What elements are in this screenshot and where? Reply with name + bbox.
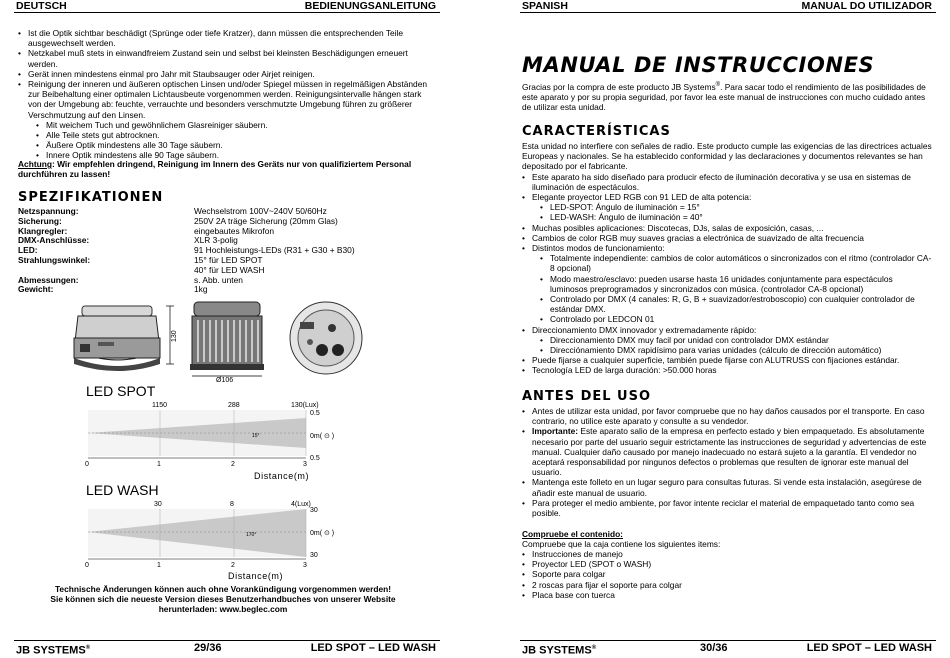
wash-tick-0: 0: [85, 562, 89, 569]
footer-brand: JB SYSTEMS®: [522, 644, 597, 657]
list-item: • Muchas posibles aplicaciones: Discotecas, DJs, salas de exposición, casas, ...: [522, 223, 932, 233]
list-item: • Äußere Optik mindestens alle 30 Tage säubern.: [18, 140, 428, 150]
maintenance-list: [18, 28, 428, 161]
spec-row: Abmessungen: s. Abb. unten: [18, 274, 243, 285]
wash-center: 0m( ⊙ ): [310, 530, 335, 537]
list-item: • Modo maestro/esclavo: pueden usarse hasta 16 unidades conjuntamente para espectáculos luminosos preprogramados y sincronizados con música. (controlador CA-8 opcional): [522, 274, 932, 294]
wash-tick-1: 1: [157, 562, 161, 569]
spot-xlabel: Distance(m): [254, 471, 310, 481]
list-item: • Placa base con tuerca: [522, 590, 932, 600]
spot-tick-3: 3: [303, 461, 307, 468]
header-manual-title: MANUAL DO UTILIZADOR: [801, 0, 932, 12]
page-header: [14, 0, 440, 13]
spot-tick-0: 0: [85, 461, 89, 468]
list-item: • Elegante proyector LED RGB con 91 LED de alta potencia:: [522, 192, 932, 202]
spot-width-bottom: 0.5: [310, 455, 320, 462]
spec-row: LED: 91 Hochleistungs-LEDs (R31 + G30 + B30): [18, 245, 355, 256]
wash-width-bottom: 30: [310, 552, 318, 559]
list-item: • Este aparato ha sido diseñado para producir efecto de iluminación decorativa y se usa en sistemas de iluminación de espectáculos.: [522, 172, 932, 192]
header-manual-title: BEDIENUNGSANLEITUNG: [304, 0, 436, 12]
list-item: • Para proteger el medio ambiente, por favor intente reciclar el material de empaquetado tanto como sea posible.: [522, 498, 932, 518]
list-item: • Mantenga este folleto en un lugar seguro para consultas futuras. Si vende esta instalación, asegúrese de añadir este manual de usuario.: [522, 477, 932, 497]
right-page: [518, 0, 950, 657]
wash-lux-2: 8: [230, 501, 234, 508]
contents-intro: Compruebe que la caja contiene los siguientes items:: [522, 539, 721, 549]
features-intro: Esta unidad no interfiere con señales de radio. Este producto cumple las exigencias de las directrices actuales Europeas y nacionales. Se ha establecido conformidad y las declaraciones y documentos relevantes se han depositado por el fabricante.: [522, 141, 932, 172]
page-footer: [520, 640, 936, 655]
list-item: • Controlado por LEDCON 01: [522, 314, 932, 324]
side-view-drawing: [74, 306, 174, 371]
wash-lux-3: 4(Lux): [291, 501, 311, 508]
spot-tick-2: 2: [231, 461, 235, 468]
list-item: • Controlado por DMX (4 canales: R, G, B + suavizador/estroboscopio) con cualquier controlador de estándar DMX.: [522, 294, 932, 314]
list-item: • Ist die Optik sichtbar beschädigt (Sprünge oder tiefe Kratzer), dann müssen die entsprechenden Teile ausgewechselt werden.: [18, 28, 428, 48]
list-item: • Innere Optik mindestens alle 90 Tage säubern.: [18, 150, 428, 160]
spot-angle-label: 15°: [252, 433, 260, 439]
footer-product: LED SPOT – LED WASH: [310, 642, 436, 654]
spec-row: Sicherung: 250V 2A träge Sicherung (20mm Glas): [18, 215, 338, 226]
features-heading: CARACTERÍSTICAS: [522, 124, 671, 139]
list-item: • Direccionamiento DMX muy facil por unidad con controlador DMX estándar: [522, 335, 932, 345]
footer-brand: JB SYSTEMS®: [16, 644, 91, 657]
list-item: • Soporte para colgar: [522, 569, 932, 579]
wash-tick-3: 3: [303, 562, 307, 569]
list-item: • Distintos modos de funcionamiento:: [522, 243, 932, 253]
front-view-drawing: [190, 302, 264, 376]
list-item: • Importante: Este aparato salio de la empresa en perfecto estado y bien empaquetado. Es absolutamente necesario por parte del usuario seguir estrictamente las instrucciones de seguridad y advertencias de este manual. Cualquier daño causado por manejo inadecuado no estará sujeto a la garantía. El vendedor no aceptará responsabilidad por ningunos defectos o problemas que resulten de ignorar este manual del usuario.: [522, 426, 932, 477]
header-language: SPANISH: [522, 0, 568, 12]
list-item: • Cambios de color RGB muy suaves gracias a electrónica de suavizado de alta frecuencia: [522, 233, 932, 243]
list-item: • Alle Teile stets gut abtrocknen.: [18, 130, 428, 140]
spot-lux-2: 288: [228, 402, 240, 409]
footer-page-number: 29/36: [194, 642, 222, 654]
spec-row: Gewicht: 1kg: [18, 284, 208, 295]
list-item: • 2 roscas para fijar el soporte para colgar: [522, 580, 932, 590]
warning-note: [18, 159, 428, 179]
list-item: • Antes de utilizar esta unidad, por favor compruebe que no hay daños causados por el transporte. En caso contrario, no utilice este aparato y consulte a su vendedor.: [522, 406, 932, 426]
notice-line: Sie können sich die neueste Version dieses Benutzerhandbuches von unserer Website: [50, 594, 396, 605]
before-use-heading: ANTES DEL USO: [522, 389, 652, 404]
wash-beam-diagram: [78, 497, 340, 583]
wash-diagram-title: LED WASH: [86, 482, 159, 498]
spot-lux-1: 1150: [152, 402, 168, 409]
wash-xlabel: Distance(m): [228, 571, 284, 581]
list-item: • Proyector LED (SPOT o WASH): [522, 559, 932, 569]
list-item: • Instrucciones de manejo: [522, 549, 932, 559]
height-dimension: 130: [171, 330, 178, 342]
intro-paragraph: Gracias por la compra de este producto JB Systems®. Para sacar todo el rendimiento de las posibilidades de este aparato y por su propia seguridad, por favor lea este manual de instrucciones con mucho cuidado antes de utilizar esta unidad.: [522, 81, 926, 113]
spot-lux-3: 130(Lux): [291, 402, 319, 409]
list-item: • Totalmente independiente: cambios de color automáticos o sincronizados con el ritmo (controlador CA-8 opcional): [522, 253, 932, 273]
list-item: • Tecnología LED de larga duración: >50.000 horas: [522, 365, 932, 375]
list-item: • Mit weichem Tuch und gewöhnlichem Glasreiniger säubern.: [18, 120, 428, 130]
header-language: DEUTSCH: [16, 0, 67, 12]
page-footer: [14, 640, 440, 655]
spec-row: Strahlungswinkel: 15° für LED SPOT: [18, 254, 263, 265]
list-item: • Netzkabel muß stets in einwandfreiem Zustand sein und selbst bei kleinsten Beschädigungen erneuert werden.: [18, 48, 428, 68]
spec-row: Netzspannung: Wechselstrom 100V~240V 50/60Hz: [18, 206, 327, 216]
spec-row: Klangregler: eingebautes Mikrofon: [18, 225, 275, 236]
list-item: • LED-SPOT: Ángulo de iluminación = 15°: [522, 202, 932, 212]
list-item: • Reinigung der inneren und äußeren optischen Linsen und/oder Spiegel müssen in regelmäßigen Abständen zur Beibehaltung einer optimalen Lichtausbeute vorgenommen werden. Reinigungsintervalle hängen stark von der Umgebung ab: feuchte, verrauchte und besonders verschmutzte Umgebung führen zu größerer Verschmutzung auf den Linsen.: [18, 79, 428, 120]
width-dimension: Ø106: [216, 377, 234, 384]
list-item: • Puede fijarse a cualquier superficie, también puede fijarse con ALUTRUSS con fijaciones estándar.: [522, 355, 932, 365]
wash-angle-label: 170°: [246, 532, 257, 538]
list-item: • Direcciónamiento DMX rapidísimo para varias unidades (cálculo de dirección automático): [522, 345, 932, 355]
features-section: [522, 141, 932, 376]
product-drawings: [70, 298, 380, 384]
wash-tick-2: 2: [231, 562, 235, 569]
notice-line: herunterladen: www.beglec.com: [158, 604, 288, 615]
spec-table: [18, 207, 428, 295]
spot-width-top: 0.5: [310, 410, 320, 417]
spec-row: DMX-Anschlüsse: XLR 3-polig: [18, 235, 238, 246]
spot-tick-1: 1: [157, 461, 161, 468]
notice-line: Technische Änderungen können auch ohne Vorankündigung vorgenommen werden!: [54, 584, 392, 594]
left-page: [0, 0, 440, 657]
spot-diagram-title: LED SPOT: [86, 383, 156, 399]
page-header: [520, 0, 936, 13]
list-item: • LED-WASH: Ángulo de iluminación = 40°: [522, 212, 932, 222]
spot-center: 0m( ⊙ ): [310, 433, 335, 440]
update-notice: [18, 584, 428, 615]
features-list: [522, 172, 932, 376]
list-item: • Direccionamiento DMX innovador y extremadamente rápido:: [522, 325, 932, 335]
warning-text: : Wir empfehlen dringend, Reinigung im Innern des Geräts nur von qualifiziertem Personal durchführen zu lassen!: [18, 159, 412, 180]
wash-lux-1: 30: [154, 501, 162, 508]
back-view-drawing: [290, 302, 362, 374]
spec-row: 40° für LED WASH: [194, 264, 265, 275]
spec-heading: SPEZIFIKATIONEN: [18, 190, 164, 205]
footer-product: LED SPOT – LED WASH: [806, 642, 932, 654]
warning-label: Achtung: [18, 159, 52, 169]
contents-heading: Compruebe el contenido:: [522, 529, 623, 539]
page-title: MANUAL DE INSTRUCCIONES: [522, 53, 875, 77]
spot-beam-diagram: [78, 398, 340, 482]
contents-list: [522, 549, 932, 600]
wash-width-top: 30: [310, 507, 318, 514]
list-item: • Gerät innen mindestens einmal pro Jahr mit Staubsauger oder Airjet reinigen.: [18, 69, 428, 79]
footer-page-number: 30/36: [700, 642, 728, 654]
before-use-list: [522, 406, 932, 518]
